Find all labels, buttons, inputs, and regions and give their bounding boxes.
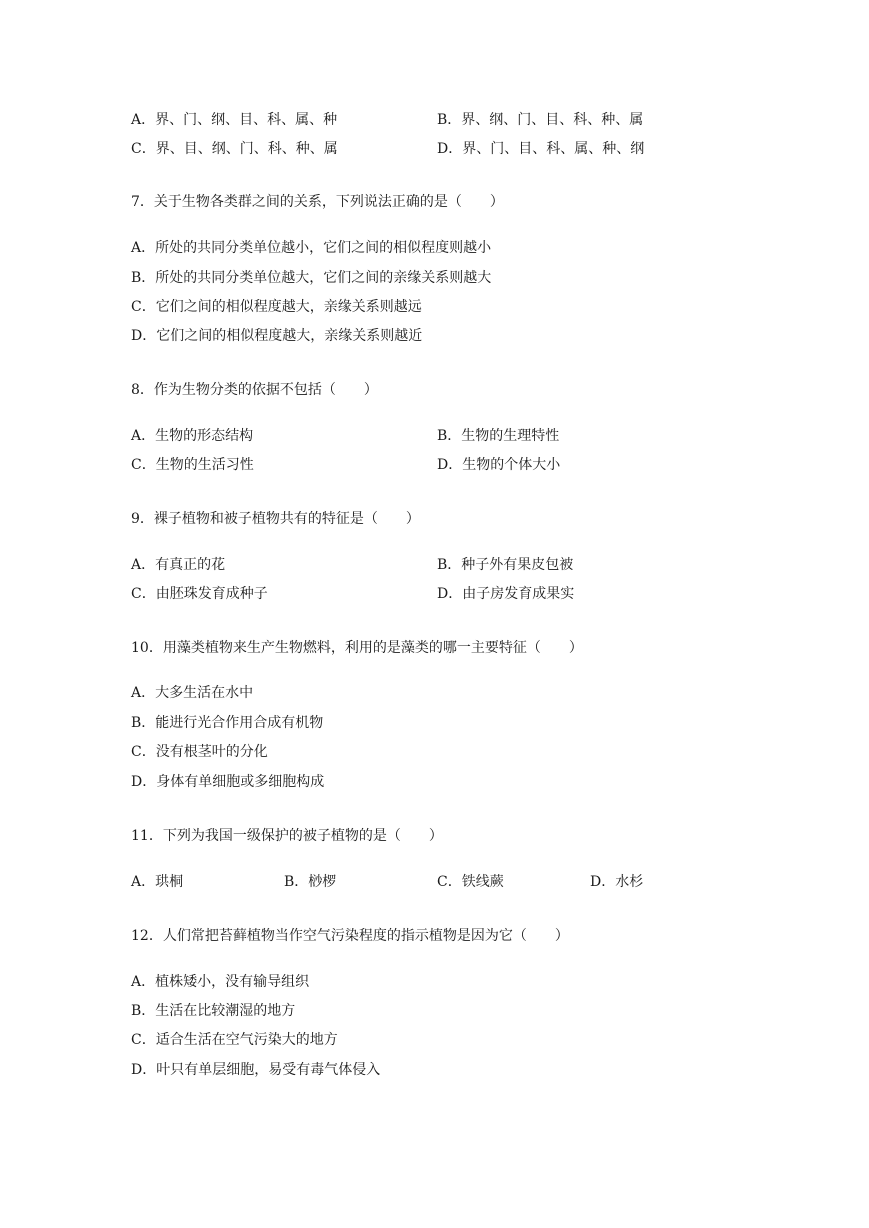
- q9-option-b: B．种子外有果皮包被: [437, 557, 574, 573]
- q9-option-c: C．由胚珠发育成种子: [131, 586, 268, 602]
- q6-option-d: D．界、门、目、科、属、种、纲: [437, 141, 645, 157]
- q11-option-d: D．水杉: [590, 874, 644, 890]
- q9-option-a: A．有真正的花: [131, 557, 226, 573]
- q8-option-d: D．生物的个体大小: [437, 457, 561, 473]
- q12-option-b: B．生活在比较潮湿的地方: [131, 1003, 296, 1019]
- q7-option-a: A．所处的共同分类单位越小，它们之间的相似程度则越小: [131, 240, 492, 256]
- q11-option-c: C．铁线蕨: [437, 874, 504, 890]
- q12-stem: 12．人们常把苔藓植物当作空气污染程度的指示植物是因为它（ ）: [131, 928, 569, 944]
- q9-option-d: D．由子房发育成果实: [437, 586, 575, 602]
- q8-option-b: B．生物的生理特性: [437, 428, 560, 444]
- q11-stem: 11．下列为我国一级保护的被子植物的是（ ）: [131, 828, 443, 844]
- q10-option-c: C．没有根茎叶的分化: [131, 744, 268, 760]
- q10-option-b: B．能进行光合作用合成有机物: [131, 715, 324, 731]
- q10-option-d: D．身体有单细胞或多细胞构成: [131, 774, 325, 790]
- q6-option-c: C．界、目、纲、门、科、种、属: [131, 141, 338, 157]
- q6-option-a: A．界、门、纲、目、科、属、种: [131, 112, 338, 128]
- q9-stem: 9．裸子植物和被子植物共有的特征是（ ）: [131, 511, 420, 527]
- q8-option-a: A．生物的形态结构: [131, 428, 254, 444]
- q8-stem: 8．作为生物分类的依据不包括（ ）: [131, 382, 378, 398]
- q10-stem: 10．用藻类植物来生产生物燃料，利用的是藻类的哪一主要特征（ ）: [131, 640, 583, 656]
- q7-stem: 7．关于生物各类群之间的关系，下列说法正确的是（ ）: [131, 194, 504, 210]
- q12-option-c: C．适合生活在空气污染大的地方: [131, 1032, 338, 1048]
- q12-option-a-visible: A．植株矮小，没有输导组织: [131, 974, 310, 990]
- q11-option-b: B．桫椤: [284, 874, 337, 890]
- q7-option-b: B．所处的共同分类单位越大，它们之间的亲缘关系则越大: [131, 270, 492, 286]
- q11-option-a: A．珙桐: [131, 874, 184, 890]
- q10-option-a: A．大多生活在水中: [131, 685, 254, 701]
- q7-option-c: C．它们之间的相似程度越大，亲缘关系则越远: [131, 299, 422, 315]
- q12-option-d: D．叶只有单层细胞，易受有毒气体侵入: [131, 1062, 381, 1078]
- q6-option-b: B．界、纲、门、目、科、种、属: [437, 112, 644, 128]
- q8-option-c: C．生物的生活习性: [131, 457, 254, 473]
- q7-option-d: D．它们之间的相似程度越大，亲缘关系则越近: [131, 328, 423, 344]
